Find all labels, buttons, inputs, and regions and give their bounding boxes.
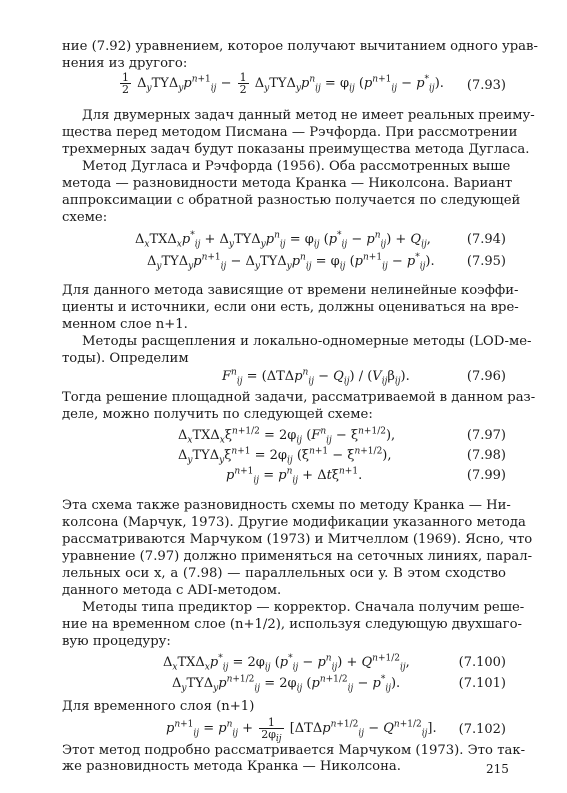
text-line: рассматриваются Марчуком (1973) и Митчеллом (1969). Ясно, что	[62, 532, 533, 547]
text-line: же разновидность метода Кранка — Николсона.	[62, 759, 401, 774]
equation-number: (7.102)	[458, 722, 506, 737]
text-line: ние на временном слое (n+1/2), используя следующую двухшаго-	[62, 617, 522, 632]
text-line: аппроксимации с обратной разностью получается по следующей	[62, 193, 521, 208]
equation-number: (7.101)	[458, 676, 506, 691]
text-line: щества перед методом Писмана — Рэчфорда. При рассмотрении	[62, 125, 518, 140]
text-line: деле, можно получить по следующей схеме:	[62, 407, 373, 422]
text-line: Этот метод подробно рассматривается Марчуком (1973). Это так-	[62, 743, 526, 758]
equation-7-101: $\Delta_yTY\Delta_yp^{n+1/2}_{ij} = 2\varphi_{ij}$ $(p^{n+1/2}_{ij} - p^*_{ij})$.	[172, 674, 401, 694]
equation-number: (7.96)	[466, 369, 506, 384]
equation-number: (7.97)	[466, 428, 506, 443]
text-line: Методы типа предиктор — корректор. Сначала получим реше-	[82, 600, 525, 615]
text-line: тоды). Определим	[62, 351, 189, 366]
text-line: колсона (Марчук, 1973). Другие модификации указанного метода	[62, 515, 526, 530]
text-line: Тогда решение площадной задачи, рассматриваемой в данном раз-	[62, 390, 536, 405]
equation-7-97: $\Delta_xTX\Delta_x\xi^{n+1/2} = 2\varphi_{ij}$ $(F^n_{ij} - \xi^{n+1/2})$,	[178, 426, 396, 446]
text-line: лельных оси x, а (7.98) — параллельных оси y. В этом сходство	[62, 566, 506, 581]
text-line: нения из другого:	[62, 56, 188, 71]
text-line: данного метода с ADI-методом.	[62, 583, 282, 598]
equation-number: (7.98)	[466, 448, 506, 463]
text-line: схеме:	[62, 210, 108, 225]
equation-number: (7.99)	[466, 468, 506, 483]
text-line: метода — разновидности метода Кранка — Николсона. Вариант	[62, 176, 513, 191]
text-line: Для двумерных задач данный метод не имеет реальных преиму-	[82, 108, 535, 123]
equation-number: (7.95)	[466, 254, 506, 269]
text-line: циенты и источники, если они есть, должны оцениваться на вре-	[62, 300, 519, 315]
equation-number: (7.93)	[466, 78, 506, 93]
equation-number: (7.94)	[466, 232, 506, 247]
text-line: Метод Дугласа и Рэчфорда (1956). Оба рассмотренных выше	[82, 159, 511, 174]
text-line: Эта схема также разновидность схемы по методу Кранка — Ни-	[62, 498, 511, 513]
equation-7-99: $p^{n+1}_{ij} = p^n_{ij} + \Delta t\xi^{n+1}$.	[226, 466, 363, 486]
text-line: Для временного слоя (n+1)	[62, 699, 255, 714]
equation-7-98: $\Delta_yTY\Delta_y\xi^{n+1} = 2\varphi_{ij}$ $(\xi^{n+1} - \xi^{n+1/2})$,	[178, 446, 392, 466]
equation-7-94: $\Delta_xTX\Delta_xp^*_{ij} + \Delta_yTY\Delta_yp^n_{ij} = \varphi_{ij}$ $(p^*_{ij} - p^n_{ij}) + Q_{ij}$,	[135, 230, 431, 250]
equation-7-100: $\Delta_xTX\Delta_xp^*_{ij} = 2\varphi_{ij}$ $(p^*_{ij} - p^n_{ij}) + Q^{n+1/2}_{ij}$,	[163, 653, 410, 673]
equation-7-102: $p^{n+1}_{ij} = p^n_{ij}$ + $\frac{1}{2\varphi_{ij}}$ $[\Delta T\Delta p^{n+1/2}_{ij} - Q^{n+1/2}_{ij}]$.	[166, 716, 437, 745]
text-line: уравнение (7.97) должно применяться на сеточных линиях, парал-	[62, 549, 533, 564]
equation-7-95: $\Delta_yTY\Delta_yp^{n+1}_{ij} - \Delta_yTY\Delta_yp^n_{ij} = \varphi_{ij}$ $(p^{n+1}_{ij} - p^*_{ij})$.	[147, 252, 435, 272]
text-line: ние (7.92) уравнением, которое получают вычитанием одного урав-	[62, 39, 538, 54]
equation-number: (7.100)	[458, 655, 506, 670]
page-number: 215	[486, 762, 509, 776]
equation-7-96: $F^n_{ij} = (\Delta T\Delta p^n_{ij} - Q_{ij}) / (V_{ij}\beta_{ij})$.	[222, 367, 410, 387]
text-line: менном слое n+1.	[62, 317, 188, 332]
text-line: Для данного метода зависящие от времени нелинейные коэффи-	[62, 283, 519, 298]
text-line: Методы расщепления и локально-одномерные методы (LOD-ме-	[82, 334, 532, 349]
text-line: трехмерных задач будут показаны преимущества метода Дугласа.	[62, 142, 530, 157]
text-line: вую процедуру:	[62, 634, 171, 649]
equation-7-93: $\frac{1}{2}$ $\Delta_yTY\Delta_yp^{n+1}_{ij}$ − $\frac{1}{2}$ $\Delta_yTY\Delta_yp^n_{ij} = \varphi_{ij}$ $(p^{n+1}_{ij} - p^*_{ij})$.	[122, 71, 444, 96]
